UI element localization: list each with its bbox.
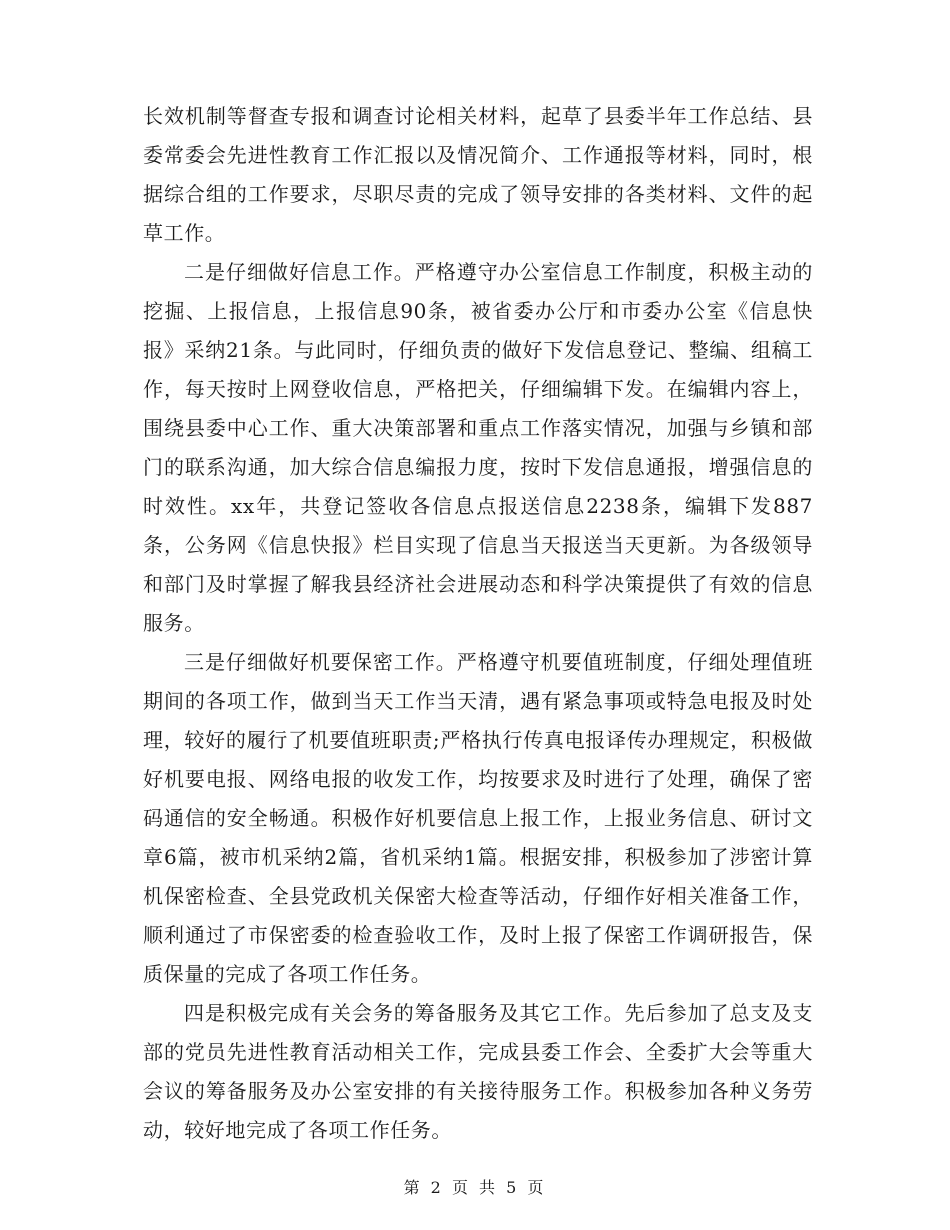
paragraph-confidential-work: 三是仔细做好机要保密工作。严格遵守机要值班制度，仔细处理值班期间的各项工作，做到当天工作当天清，遇有紧急事项或特急电报及时处理，较好的履行了机要值班职责;严格执行传真电报译传办理规定，积极做好机要电报、网络电报的收发工作，均按要求及时进行了处理，确保了密码通信的安全畅通。积极作好机要信息上报工作，上报业务信息、研讨文章6篇，被市机采纳2篇，省机采纳1篇。根据安排，积极参加了涉密计算机保密检查、全县党政机关保密大检查等活动，仔细作好相关准备工作，顺利通过了市保密委的检查验收工作，及时上报了保密工作调研报告，保质保量的完成了各项工作任务。 <box>143 650 813 986</box>
paragraph-information-work: 二是仔细做好信息工作。严格遵守办公室信息工作制度，积极主动的挖掘、上报信息，上报信息90条，被省委办公厅和市委办公室《信息快报》采纳21条。与此同时，仔细负责的做好下发信息登记、整编、组稿工作，每天按时上网登收信息，严格把关，仔细编辑下发。在编辑内容上，围绕县委中心工作、重大决策部署和重点工作落实情况，加强与乡镇和部门的联系沟通，加大综合信息编报力度，按时下发信息通报，增强信息的时效性。xx年，共登记签收各信息点报送信息2238条，编辑下发887条，公务网《信息快报》栏目实现了信息当天报送当天更新。为各级领导和部门及时掌握了解我县经济社会进展动态和科学决策提供了有效的信息服务。 <box>143 260 813 635</box>
document-body <box>143 97 813 1150</box>
paragraph-continuation: 长效机制等督查专报和调查讨论相关材料，起草了县委半年工作总结、县委常委会先进性教育工作汇报以及情况简介、工作通报等材料，同时，根据综合组的工作要求，尽职尽责的完成了领导安排的各类材料、文件的起草工作。 <box>143 104 813 245</box>
page-number-footer: 第 2 页 共 5 页 <box>403 1178 547 1197</box>
paragraph-meeting-services: 四是积极完成有关会务的筹备服务及其它工作。先后参加了总支及支部的党员先进性教育活动相关工作，完成县委工作会、全委扩大会等重大会议的筹备服务及办公室安排的有关接待服务工作。积极参加各种义务劳动，较好地完成了各项工作任务。 <box>143 1001 813 1142</box>
